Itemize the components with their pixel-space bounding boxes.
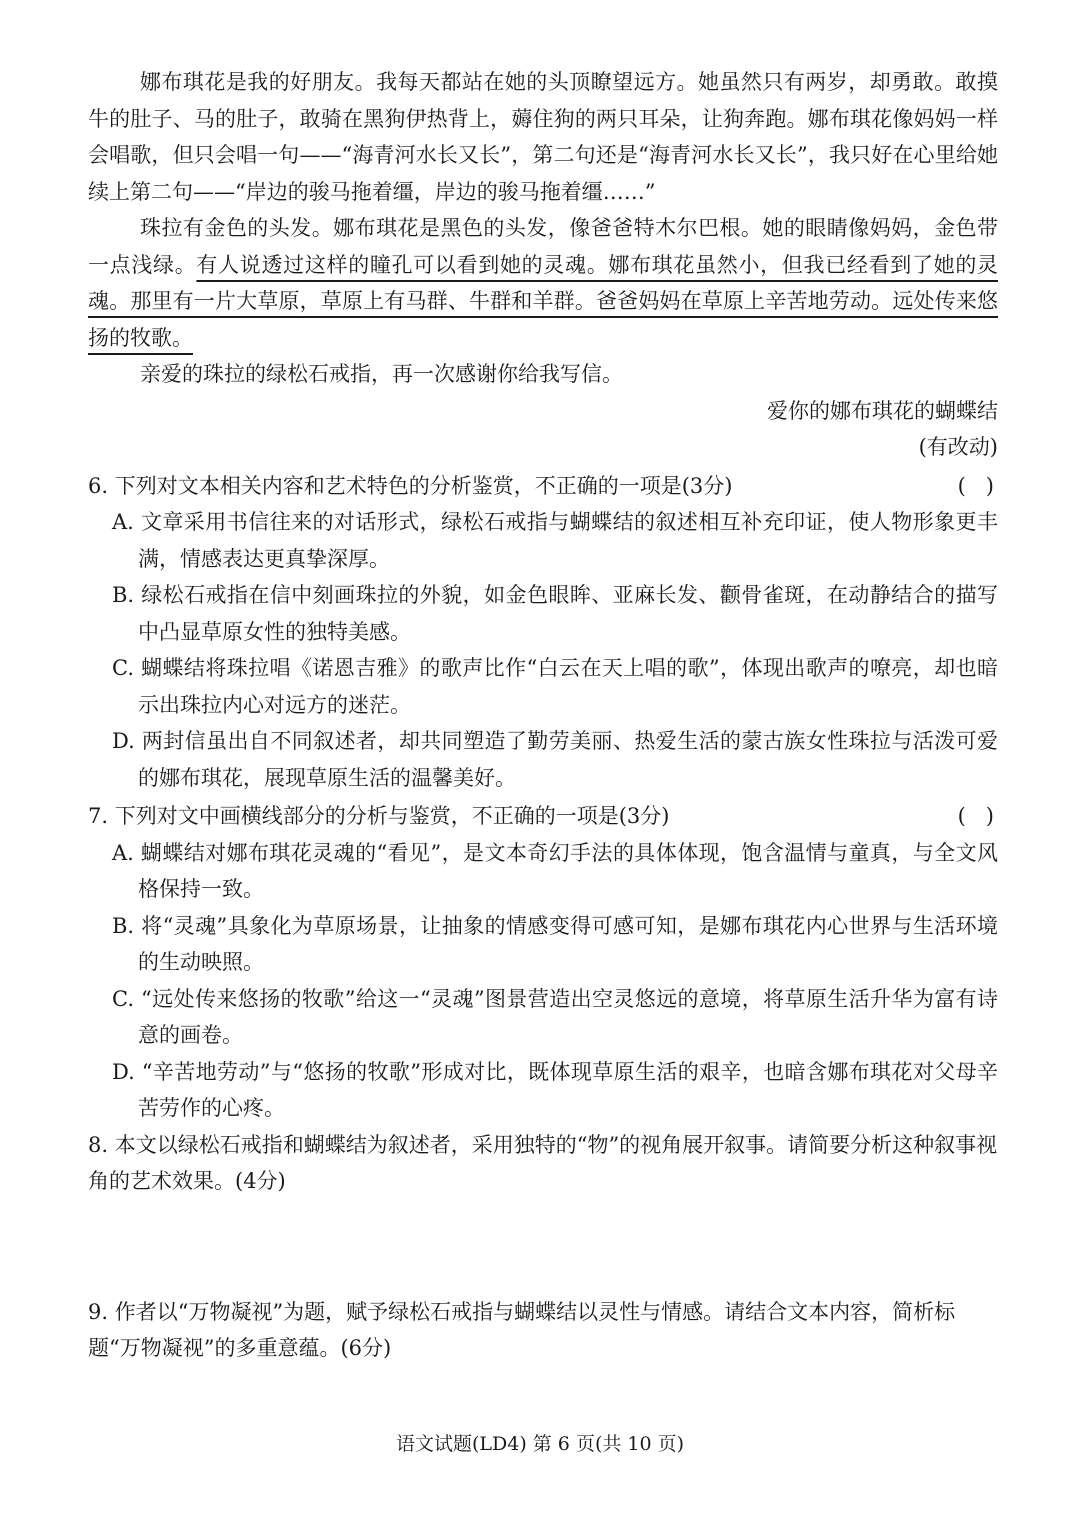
question-7-stem	[88, 798, 998, 835]
question-7-answer-blank[interactable]: ( )	[957, 804, 994, 828]
letter-signature: 爱你的娜布琪花的蝴蝶结	[767, 398, 998, 423]
question-6-answer-blank[interactable]: ( )	[957, 473, 994, 498]
passage-paragraph-2	[88, 210, 998, 356]
question-6-text: 6. 下列对文本相关内容和艺术特色的分析鉴赏，不正确的一项是(3分)	[88, 473, 733, 498]
question-6-option-b: B. 绿松石戒指在信中刻画珠拉的外貌，如金色眼眸、亚麻长发、颧骨雀斑，在动静结合的描写中凸显草原女性的独特美感。	[112, 583, 998, 644]
question-6-option-d: D. 两封信虽出自不同叙述者，却共同塑造了勤劳美丽、热爱生活的蒙古族女性珠拉与活泼可爱的娜布琪花，展现草原生活的温馨美好。	[112, 729, 998, 790]
underlined-passage: 有人说透过这样的瞳孔可以看到她的灵魂。娜布琪花虽然小，但我已经看到了她的灵魂。那里有一片大草原，草原上有马群、牛群和羊群。爸爸妈妈在草原上辛苦地劳动。远处传来悠扬的牧歌。	[88, 252, 999, 350]
question-7-option-c: C. “远处传来悠扬的牧歌”给这一“灵魂”图景营造出空灵悠远的意境，将草原生活升华为富有诗意的画卷。	[112, 986, 998, 1047]
question-7-option-b: B. 将“灵魂”具象化为草原场景，让抽象的情感变得可感可知，是娜布琪花内心世界与生活环境的生动映照。	[112, 913, 998, 974]
passage-paragraph-2-text: 珠拉有金色的头发。娜布琪花是黑色的头发，像爸爸特木尔巴根。她的眼睛像妈妈，金色带一点浅绿。	[88, 216, 998, 277]
question-8-answer-space[interactable]	[88, 1200, 998, 1294]
question-8-stem: 8. 本文以绿松石戒指和蝴蝶结为叙述者，采用独特的“物”的视角展开叙事。请简要分析这种叙事视角的艺术效果。(4分)	[88, 1132, 998, 1193]
exam-page	[88, 64, 998, 1367]
passage-paragraph-1: 娜布琪花是我的好朋友。我每天都站在她的头顶瞭望远方。她虽然只有两岁，却勇敢。敢摸牛的肚子、马的肚子，敢骑在黑狗伊热背上，薅住狗的两只耳朵，让狗奔跑。娜布琪花像妈妈一样会唱歌，但只会唱一句——“海青河水长又长”，第二句还是“海青河水长又长”，我只好在心里给她续上第二句——“岸边的骏马拖着缰，岸边的骏马拖着缰……”	[88, 70, 998, 204]
question-9-stem: 9. 作者以“万物凝视”为题，赋予绿松石戒指与蝴蝶结以灵性与情感。请结合文本内容，简析标题“万物凝视”的多重意蕴。(6分)	[88, 1299, 956, 1360]
question-6-stem	[88, 468, 998, 505]
question-6-option-c: C. 蝴蝶结将珠拉唱《诺恩吉雅》的歌声比作“白云在天上唱的歌”，体现出歌声的嘹亮，却也暗示出珠拉内心对远方的迷茫。	[112, 656, 998, 717]
question-7-option-d: D. “辛苦地劳动”与“悠扬的牧歌”形成对比，既体现草原生活的艰辛，也暗含娜布琪花对父母辛苦劳作的心疼。	[112, 1059, 998, 1120]
question-6-option-a: A. 文章采用书信往来的对话形式，绿松石戒指与蝴蝶结的叙述相互补充印证，使人物形象更丰满，情感表达更真挚深厚。	[112, 510, 998, 571]
page-footer: 语文试题(LD4) 第 6 页(共 10 页)	[395, 1433, 685, 1455]
question-7-option-a: A. 蝴蝶结对娜布琪花灵魂的“看见”，是文本奇幻手法的具体体现，饱含温情与童真，与全文风格保持一致。	[112, 840, 998, 901]
passage-closing: 亲爱的珠拉的绿松石戒指，再一次感谢你给我写信。	[140, 362, 623, 386]
adaptation-note: (有改动)	[918, 435, 998, 459]
question-7-text: 7. 下列对文中画横线部分的分析与鉴赏，不正确的一项是(3分)	[88, 804, 670, 828]
